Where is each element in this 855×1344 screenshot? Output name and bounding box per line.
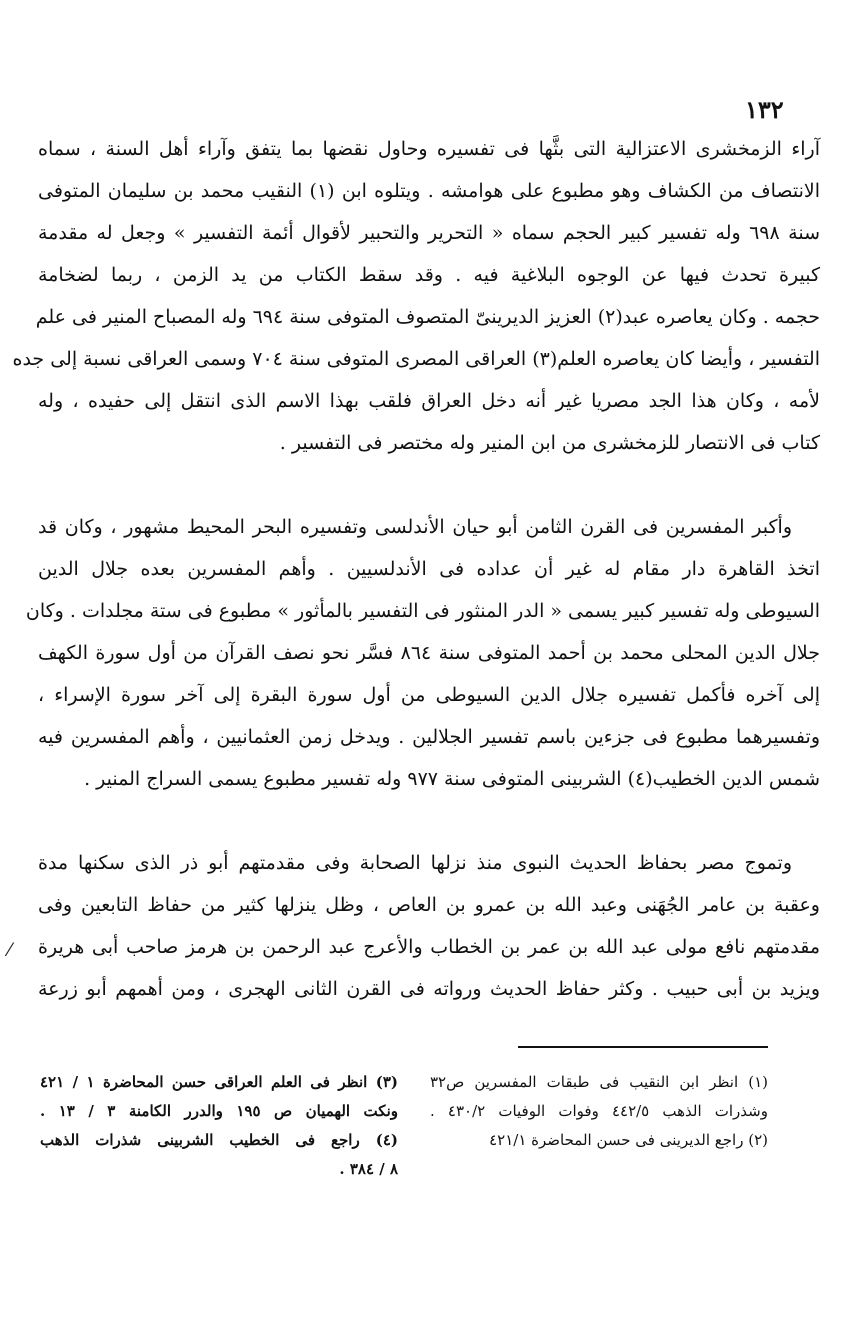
text-line: لأمه ، وكان هذا الجد مصريا غير أنه دخل العراق فلقب بهذا الاسم الذى انتقل إلى حفيده ، وله	[38, 390, 820, 412]
margin-mark: ⁄	[8, 940, 12, 961]
text-line: ويزيد بن أبى حبيب . وكثر حفاظ الحديث ورواته فى القرن الثانى الهجرى ، ومن أهمهم أبو زرعة	[38, 978, 820, 1000]
footnote-separator	[518, 1046, 768, 1048]
footnotes-right-column	[430, 1068, 768, 1155]
text-line: وتموج مصر بحفاظ الحديث النبوى منذ نزلها الصحابة وفى مقدمتهم أبو ذر الذى سكنها مدة	[38, 852, 792, 874]
footnote-line: ٨ / ٣٨٤ .	[339, 1160, 398, 1178]
footnote-line: (٤) راجع فى الخطيب الشربينى شذرات الذهب	[40, 1131, 398, 1149]
text-line: التفسير ، وأيضا كان يعاصره العلم(٣) العراقى المصرى المتوفى سنة ٧٠٤ وسمى العراقى نسبة إلى جده	[12, 348, 820, 370]
text-line: السيوطى وله تفسير كبير يسمى « الدر المنثور فى التفسير بالمأثور » مطبوع فى ستة مجلدات . وكان	[25, 600, 820, 622]
footnote-line: ونكت الهميان ص ١٩٥ والدرر الكامنة ٣ / ١٣ .	[40, 1102, 398, 1120]
footnote-line: (٣) انظر فى العلم العراقى حسن المحاضرة ١ / ٤٢١	[40, 1073, 398, 1091]
text-line: حجمه . وكان يعاصره عبد(٢) العزيز الديرينىّ المتصوف المتوفى سنة ٦٩٤ وله المصباح المنير فى علم	[35, 306, 820, 328]
text-line: آراء الزمخشرى الاعتزالية التى بثَّها فى تفسيره وحاول نقضها بما يتفق وآراء أهل السنة ، سماه	[38, 138, 820, 160]
text-line: وأكبر المفسرين فى القرن الثامن أبو حيان الأندلسى وتفسيره البحر المحيط مشهور ، وكان قد	[38, 516, 792, 538]
text-line: اتخذ القاهرة دار مقام له غير أن عداده فى الأندلسيين . وأهم المفسرين بعده جلال الدين	[38, 558, 820, 580]
text-line: وعقبة بن عامر الجُهَنى وعبد الله بن عمرو بن العاص ، وظل ينزلها كثير من حفاظ التابعين وفى	[38, 894, 820, 916]
text-line: شمس الدين الخطيب(٤) الشربينى المتوفى سنة ٩٧٧ وله تفسير مطبوع يسمى السراج المنير .	[84, 768, 820, 790]
footnote-line: وشذرات الذهب ٤٤٢/٥ وفوات الوفيات ٤٣٠/٢ .	[430, 1102, 768, 1120]
footnotes-left-column	[40, 1068, 398, 1184]
text-line: الانتصاف من الكشاف وهو مطبوع على هوامشه . ويتلوه ابن (١) النقيب محمد بن سليمان المتوفى	[38, 180, 820, 202]
page-number: ١٣٢	[745, 95, 784, 124]
footnote-line: (١) انظر ابن النقيب فى طبقات المفسرين ص٣٢	[430, 1073, 768, 1091]
paragraph-3	[38, 842, 820, 1010]
text-line: كتاب فى الانتصار للزمخشرى من ابن المنير وله مختصر فى التفسير .	[279, 432, 820, 454]
text-line: إلى آخره فأكمل تفسيره جلال الدين السيوطى من أول سورة البقرة إلى آخر سورة الإسراء ،	[38, 684, 820, 706]
footnote-line: (٢) راجع الديرينى فى حسن المحاضرة ٤٢١/١	[489, 1131, 768, 1149]
text-line: جلال الدين المحلى محمد بن أحمد المتوفى سنة ٨٦٤ فسَّر نحو نصف القرآن من أول سورة الكهف	[38, 642, 820, 664]
paragraph-1	[12, 128, 820, 464]
text-line: مقدمتهم نافع مولى عبد الله بن عمر بن الخطاب والأعرج عبد الرحمن بن هرمز صاحب أبى هريرة	[38, 936, 820, 958]
text-line: سنة ٦٩٨ وله تفسير كبير الحجم سماه « التحرير والتحبير لأقوال أئمة التفسير » وجعل له مقدمة	[38, 222, 820, 244]
text-line: وتفسيرهما مطبوع فى جزءين باسم تفسير الجلالين . ويدخل زمن العثمانيين ، وأهم المفسرين فيه	[38, 726, 820, 748]
paragraph-2	[25, 506, 820, 800]
text-line: كبيرة تحدث فيها عن الوجوه البلاغية فيه . وقد سقط الكتاب من يد الزمن ، ربما لضخامة	[38, 264, 820, 286]
